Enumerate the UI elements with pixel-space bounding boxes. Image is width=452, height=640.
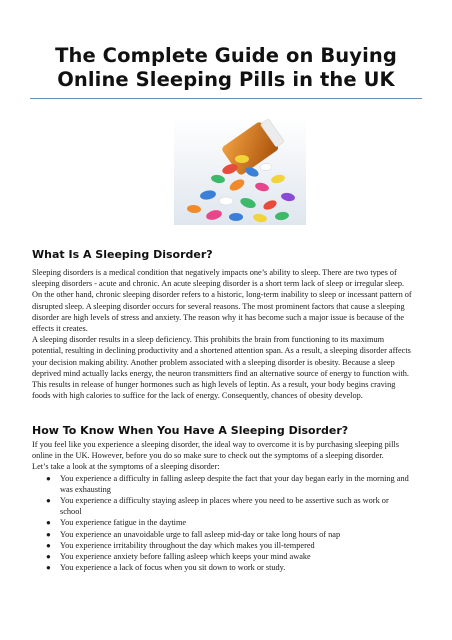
paragraph: If you feel like you experience a sleeping disorder, the ideal way to overcome it is by purchasing sleeping pills online in the UK. However, before you do so make sure to check out the symptoms of a sleeping disorder. [32,440,399,461]
section-heading-what-is: What Is A Sleeping Disorder? [32,248,213,261]
bullet-icon: ● [46,552,51,562]
section-heading-how-to-know: How To Know When You Have A Sleeping Disorder? [32,424,349,437]
list-item: ● You experience a difficulty staying asleep in places where you need to be assertive such as work or school [46,496,389,517]
section-what-is-body [32,267,412,401]
list-item: ● You experience a lack of focus when you sit down to work or study. [46,563,286,573]
bullet-icon: ● [46,529,51,539]
section-how-to-know-body [32,439,412,573]
bullet-icon: ● [46,518,51,528]
pill-bottle-spilling-pills-image [174,117,306,225]
list-item: ● You experience a difficulty in falling asleep despite the fact that your day began early in the morning and was exhausting [46,473,409,494]
page-title: The Complete Guide on Buying Online Sleeping Pills in the UK [55,44,397,91]
list-item: ● You experience fatigue in the daytime [46,518,187,528]
bullet-icon: ● [46,540,51,550]
paragraph: A sleeping disorder results in a sleep deficiency. This prohibits the brain from functioning to its maximum potential, resulting in declining productivity and a shortened attention span. As a result, a sleeping disorder affects your decision making ability. Another problem associated with a sleeping disorder is obesity. Because a sleep deprived mind actually lacks energy, the neuron transmitters find an alternative source of energy to function with. This results in release of hunger hormones such as high levels of leptin. As a result, your body begins craving foods with high calories to suffice for the lack of energy. Consequently, chances of obesity develop. [32,335,411,401]
bullet-icon: ● [46,473,51,483]
list-item: ● You experience anxiety before falling asleep which keeps your mind awake [46,552,311,562]
paragraph: Let’s take a look at the symptoms of a sleeping disorder: [32,462,220,472]
paragraph: Sleeping disorders is a medical condition that negatively impacts one’s ability to sleep. There are two types of sleeping disorders - acute and chronic. An acute sleeping disorder is a short term lack of sleep or irregular sleep. On the other hand, chronic sleeping disorder refers to a historic, long-term inability to sleep or incessant pattern of disrupted sleep. A sleeping disorder occurs for several reasons. The most prominent factors that cause a sleeping disorder are high levels of stress and anxiety. The reason why it has become such a major issue is because of the effects it creates. [32,268,412,334]
bullet-icon: ● [46,496,51,506]
list-item: ● You experience irritability throughout the day which makes you ill-tempered [46,540,315,550]
title-divider [30,98,422,99]
symptoms-list [32,473,412,574]
bullet-icon: ● [46,563,51,573]
list-item: ● You experience an unavoidable urge to fall asleep mid-day or take long hours of nap [46,529,341,539]
